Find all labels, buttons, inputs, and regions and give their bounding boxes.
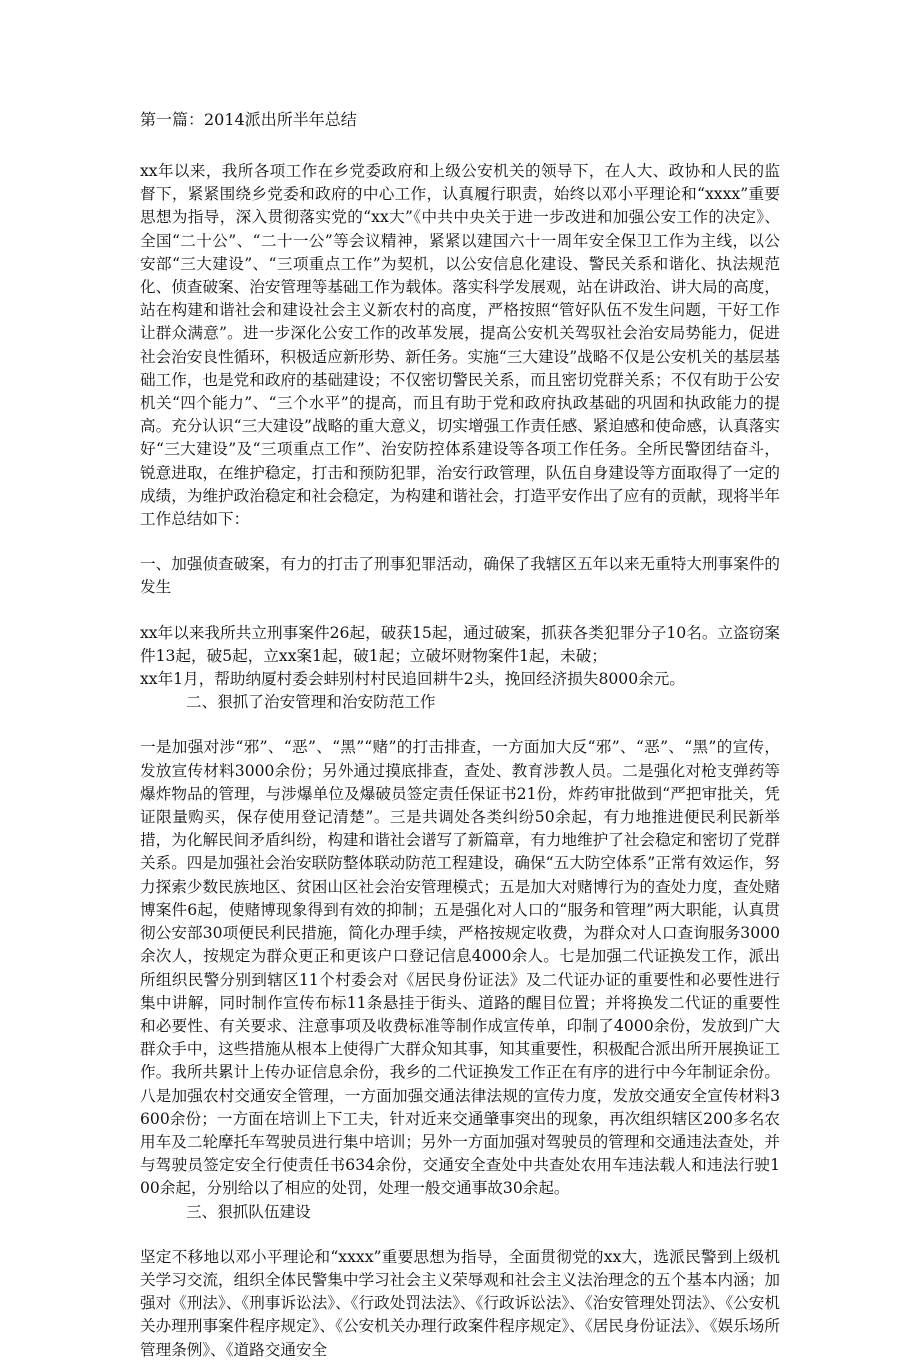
- section1-extra: xx年1月，帮助纳厦村委会蚌别村村民追回耕牛2头，挽回经济损失8000余元。: [140, 670, 685, 689]
- document-title: 第一篇：2014派出所半年总结: [140, 110, 357, 129]
- intro-paragraph: xx年以来，我所各项工作在乡党委政府和上级公安机关的领导下，在人大、政协和人民的监督下，紧紧围绕乡党委和政府的中心工作，认真履行职责，始终以邓小平理论和“xxxx”重要思想为指导，深入贯彻落实党的“xx大”《中共中央关于进一步改进和加强公安工作的决定》、全国“二十公”、“二十一公”等会议精神，紧紧以建国六十一周年安全保卫工作为主线，以公安部“三大建设”、“三项重点工作”为契机，以公安信息化建设、警民关系和谐化、执法规范化、侦查破案、治安管理等基础工作为载体。落实科学发展观，站在讲政治、讲大局的高度，站在构建和谐社会和建设社会主义新农村的高度，严格按照“管好队伍不发生问题，干好工作让群众满意”。进一步深化公安工作的改革发展，提高公安机关驾驭社会治安局势能力，促进社会治安良性循环，积极适应新形势、新任务。实施“三大建设”战略不仅是公安机关的基层基础工作，也是党和政府的基础建设；不仅密切警民关系，而且密切党群关系；不仅有助于公安机关“四个能力”、“三个水平”的提高，而且有助于党和政府执政基础的巩固和执政能力的提高。充分认识“三大建设”战略的重大意义，切实增强工作责任感、紧迫感和使命感，认真落实好“三大建设”及“三项重点工作”、治安防控体系建设等各项工作任务。全所民警团结奋斗，锐意进取，在维护稳定，打击和预防犯罪，治安行政管理，队伍自身建设等方面取得了一定的成绩，为维护政治稳定和社会稳定，为构建和谐社会，打造平安作出了应有的贡献，现将半年工作总结如下：: [140, 162, 780, 529]
- section2-body: 一是加强对涉“邪”、“恶”、“黑”“赌”的打击排查，一方面加大反“邪”、“恶”、“黑”的宣传，发放宣传材料3000余份；另外通过摸底排查，查处、教育涉教人员。二是强化对枪支弹药等爆炸物品的管理，与涉爆单位及爆破员签定责任保证书21份，炸药审批做到“严把审批关，凭证限量购买，保存使用登记清楚”。三是共调处各类纠纷50余起，有力地推进便民利民新举措，为化解民间矛盾纠纷，构建和谐社会谱写了新篇章，有力地维护了社会稳定和密切了党群关系。四是加强社会治安联防整体联动防范工程建设，确保“五大防空体系”正常有效运作，努力探索少数民族地区、贫困山区社会治安管理模式；五是加大对赌博行为的查处力度，查处赌博案件6起，使赌博现象得到有效的抑制；五是强化对人口的“服务和管理”两大职能，认真贯彻公安部30项便民利民措施，简化办理手续，严格按规定收费，为群众对人口查询服务3000余次人，按规定为群众更正和更该户口登记信息4000余人。七是加强二代证换发工作，派出所组织民警分别到辖区11个村委会对《居民身份证法》及二代证办证的重要性和必要性进行集中讲解，同时制作宣传布标11条悬挂于街头、道路的醒目位置；并将换发二代证的重要性和必要性、有关要求、注意事项及收费标准等制作成宣传单，印制了4000余份，发放到广大群众手中，这些措施从根本上使得广大群众知其事，知其重要性，积极配合派出所开展换证工作。我所共累计上传办证信息余份，我乡的二代证换发工作正在有序的进行中今年制证余份。八是加强农村交通安全管理，一方面加强交通法律法规的宣传力度，发放交通安全宣传材料3600余份；一方面在培训上下工夫，针对近来交通肇事突出的现象，再次组织辖区200多名农用车及二轮摩托车驾驶员进行集中培训；另外一方面加强对驾驶员的管理和交通违法查处，并与驾驶员签定安全行使责任书634余份，交通安全查处中共查处农用车违法载人和违法行驶100余起，分别给以了相应的处罚，处理一般交通事故30余起。: [140, 738, 780, 1198]
- section3-heading: 三、狠抓队伍建设: [186, 1202, 311, 1221]
- document-body: [140, 160, 780, 1362]
- section1-body: xx年以来我所共立刑事案件26起，破获15起，通过破案，抓获各类犯罪分子10名。立盗窃案件13起，破5起，立xx案1起，破1起；立破坏财物案件1起，未破；: [140, 623, 780, 665]
- section3-body: 坚定不移地以邓小平理论和“xxxx”重要思想为指导，全面贯彻党的xx大，选派民警到上级机关学习交流，组织全体民警集中学习社会主义荣辱观和社会主义法治理念的五个基本内涵；加强对《刑法》、《刑事诉讼法》、《行政处罚法法》、《行政诉讼法》、《治安管理处罚法》、《公安机关办理刑事案件程序规定》、《公安机关办理行政案件程序规定》、《居民身份证法》、《娱乐场所管理条例》、《道路交通安全: [140, 1247, 780, 1359]
- section2-heading: 二、狠抓了治安管理和治安防范工作: [186, 693, 436, 712]
- section1-heading: 一、加强侦查破案，有力的打击了刑事犯罪活动，确保了我辖区五年以来无重特大刑事案件的发生: [140, 555, 780, 597]
